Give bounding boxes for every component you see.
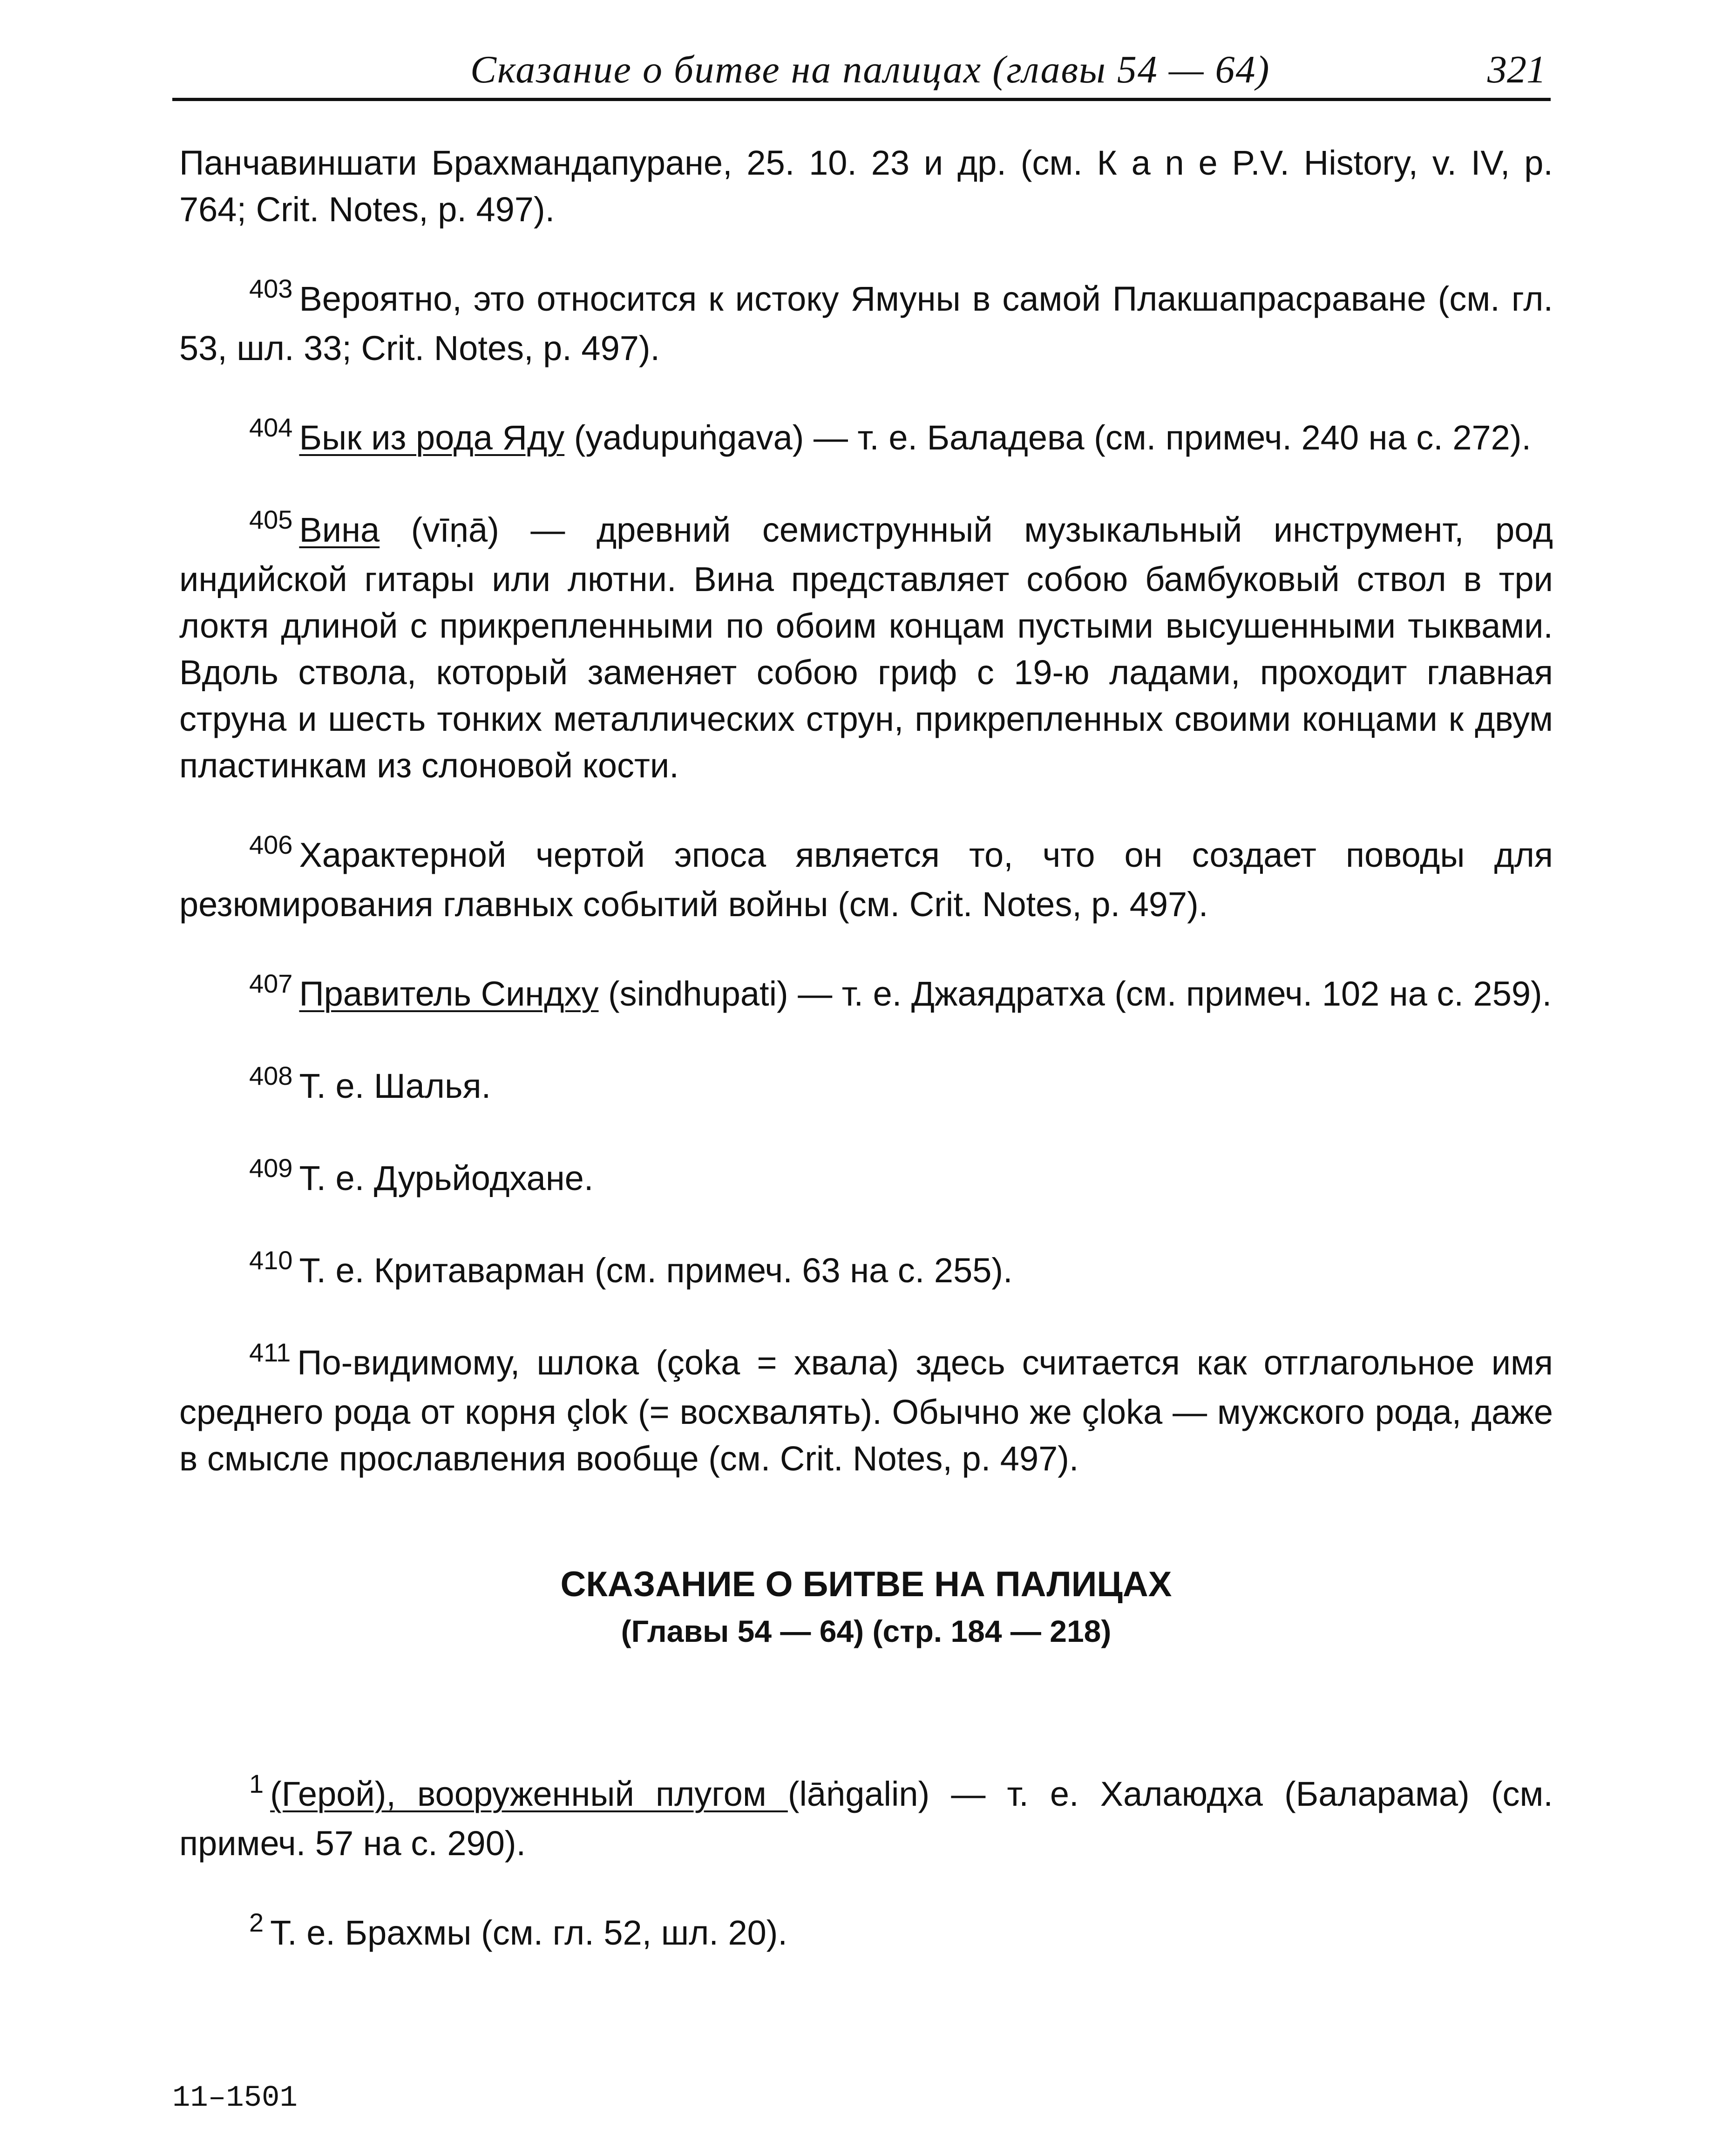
note-410 [179,1247,1553,1297]
note-number: 403 [249,274,293,303]
running-header [172,47,1551,101]
note-text: Т. е. Критаварман (см. примеч. 63 на с. 255). [299,1251,1013,1290]
page-number: 321 [1487,48,1546,91]
note-number: 1 [249,1769,264,1798]
note-text: Т. е. Шалья. [299,1067,491,1105]
note-406 [179,832,1553,928]
note-term: Бык из рода Яду [299,418,565,457]
note-404 [179,415,1553,464]
note-405 [179,507,1553,789]
section-subtitle: (Главы 54 — 64) (стр. 184 — 218) [621,1614,1112,1648]
note-409 [179,1155,1553,1204]
page-body [179,140,1553,2002]
running-title: Сказание о битве на палицах (главы 54 — 64) [470,48,1270,91]
note-number: 404 [249,413,293,442]
printer-signature: 11–1501 [172,2082,298,2115]
note-number: 407 [249,969,293,998]
note-term: Вина [299,510,380,549]
note-text: Вероятно, это относится к истоку Ямуны в самой Плакшапрасраване (см. гл. 53, шл. 33; Crit. Notes, p. 497). [179,279,1553,367]
note-number: 411 [249,1338,291,1367]
note-number: 406 [249,830,293,859]
note-text: По-видимому, шлока (çoka = хвала) здесь считается как отглагольное имя среднего рода от корня çlok (= восхвалять). Обычно же çloka — мужского рода, даже в смысле прославления вообще (см. Crit. Notes, p. 497). [179,1343,1553,1478]
continuation-paragraph [179,140,1553,233]
note-number: 408 [249,1061,293,1090]
note-403 [179,276,1553,372]
note-number: 409 [249,1153,293,1183]
note-text: Т. е. Брахмы (см. гл. 52, шл. 20). [270,1913,787,1952]
note-text: (vīṇā) — древний семиструнный музыкальный инструмент, род индийской гитары или лютни. Вина представляет собою бамбуковый ствол в три локтя длиной с прикрепленными по обоим концам пустыми высушенными тыквами. Вдоль ствола, который заменяет собою гриф с 19-ю ладами, проходит главная струна и шесть тонких металлических струн, прикрепленных своими концами к двум пластинкам из слоновой кости. [179,510,1553,785]
note-text: Т. е. Дурьйодхане. [299,1159,594,1197]
note-number: 405 [249,505,293,534]
note-408 [179,1063,1553,1112]
note-text: (sindhupati) — т. е. Джаядратха (см. примеч. 102 на с. 259). [598,974,1552,1013]
note-text: Характерной чертой эпоса является то, что он создает поводы для резюмирования главных событий войны (см. Crit. Notes, p. 497). [179,836,1553,924]
note-number: 2 [249,1908,264,1937]
note-number: 410 [249,1245,293,1275]
section-note-2 [179,1910,1553,1959]
note-term: Правитель Синдху [299,974,599,1013]
section-title: СКАЗАНИЕ О БИТВЕ НА ПАЛИЦАХ [560,1565,1172,1604]
note-text: (yadupuṅgava) — т. е. Баладева (см. примеч. 240 на с. 272). [564,418,1532,457]
note-407 [179,971,1553,1020]
note-term: (Герой), вооруженный плугом [270,1775,788,1813]
note-text: (lāṅgalin) — т. е. Халаюдха (Баларама) (см. примеч. 57 на с. 290). [179,1775,1553,1863]
section-note-1 [179,1771,1553,1867]
continuation-text: Панчавиншати Брахмандапуране, 25. 10. 23 и др. (см. К а n е P.V. History, v. IV, p. 764; Crit. Notes, p. 497). [179,143,1553,229]
note-411 [179,1340,1553,1482]
